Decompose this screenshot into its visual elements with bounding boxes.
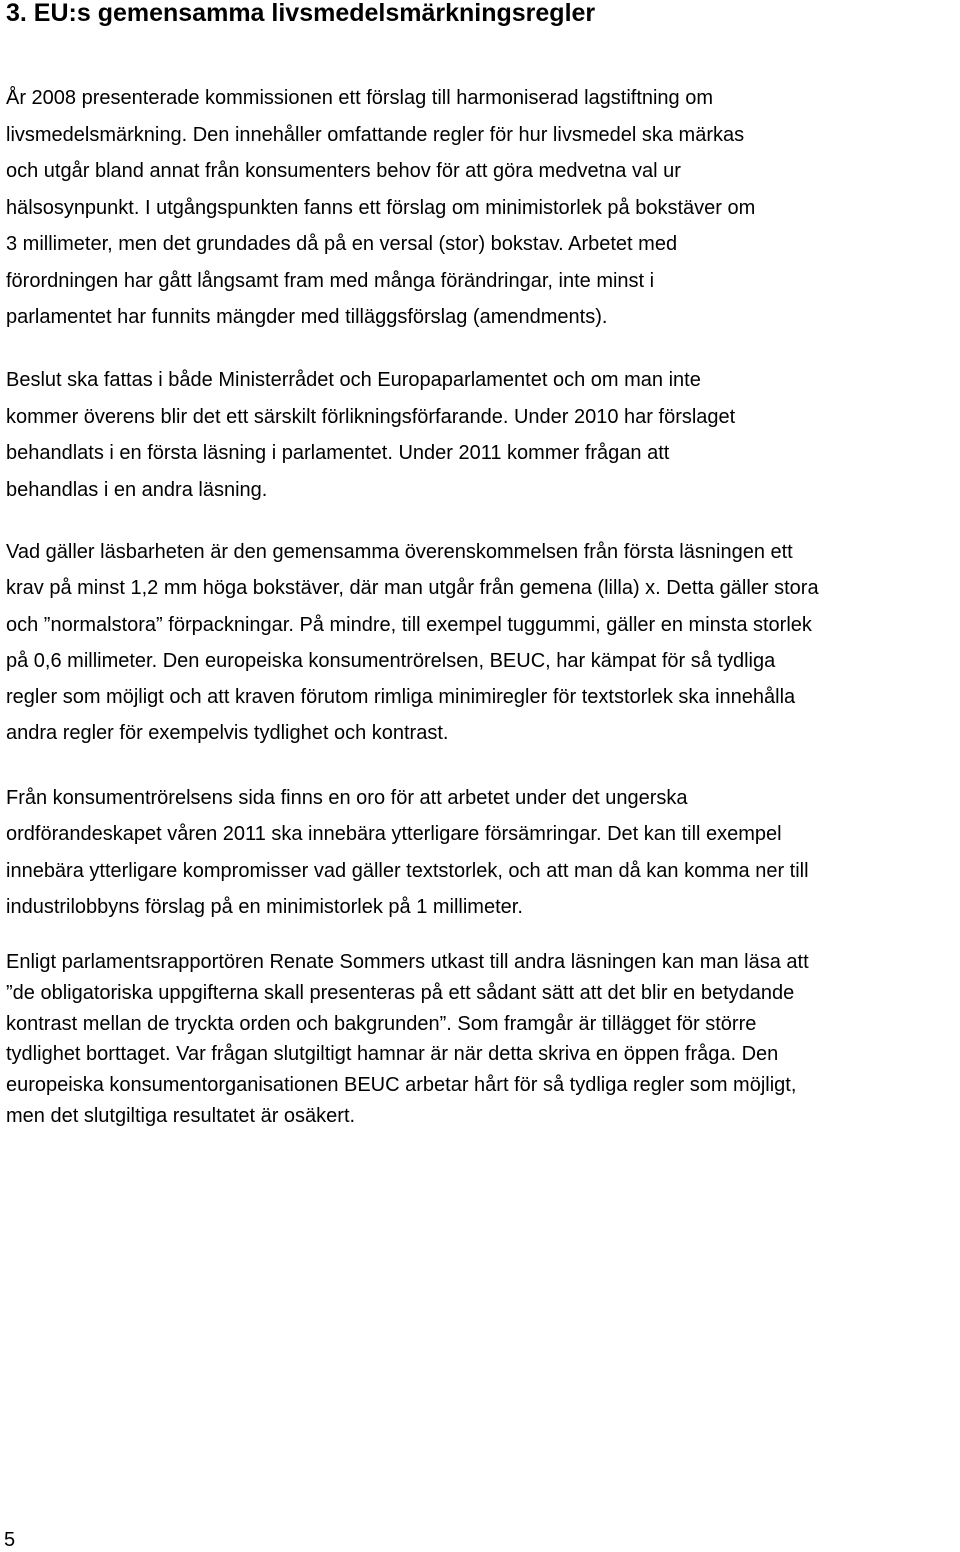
text-line: andra regler för exempelvis tydlighet och kontrast. <box>6 722 449 745</box>
text-line: behandlats i en första läsning i parlamentet. Under 2011 kommer frågan att <box>6 442 670 464</box>
text-line: behandlas i en andra läsning. <box>6 478 268 501</box>
text-line: kontrast mellan de tryckta orden och bakgrunden”. Som framgår är tillägget för större <box>6 1012 757 1035</box>
text-line: 3 millimeter, men det grundades då på en versal (stor) bokstav. Arbetet med <box>6 233 678 255</box>
text-line: och ”normalstora” förpackningar. På mindre, till exempel tuggummi, gäller en minsta storlek <box>6 613 812 636</box>
text-line: och utgår bland annat från konsumenters behov för att göra medvetna val ur <box>6 160 681 182</box>
text-line: År 2008 presenterade kommissionen ett förslag till harmoniserad lagstiftning om <box>6 87 714 109</box>
text-line: ordförandeskapet våren 2011 ska innebära ytterligare försämringar. Det kan till exempel <box>6 823 782 846</box>
page-number: 5 <box>4 1529 16 1551</box>
text-line: krav på minst 1,2 mm höga bokstäver, där man utgår från gemena (lilla) x. Detta gäller stora <box>6 577 819 600</box>
text-line: kommer överens blir det ett särskilt förlikningsförfarande. Under 2010 har förslaget <box>6 405 736 428</box>
text-line: Vad gäller läsbarheten är den gemensamma överenskommelsen från första läsningen ett <box>6 541 793 563</box>
text-line: Från konsumentrörelsens sida finns en oro för att arbetet under det ungerska <box>6 787 688 809</box>
paragraph-3 <box>6 534 960 752</box>
text-line: ”de obligatoriska uppgifterna skall presenteras på ett sådant sätt att det blir en betydande <box>6 981 795 1004</box>
paragraph-2 <box>6 362 960 508</box>
paragraph-5 <box>6 947 960 1132</box>
text-line: europeiska konsumentorganisationen BEUC arbetar hårt för så tydliga regler som möjligt, <box>6 1074 797 1097</box>
section-heading: 3. EU:s gemensamma livsmedelsmärkningsregler <box>6 0 596 27</box>
text-line: hälsosynpunkt. I utgångspunkten fanns ett förslag om minimistorlek på bokstäver om <box>6 196 756 219</box>
text-line: regler som möjligt och att kraven förutom rimliga minimiregler för textstorlek ska innehålla <box>6 686 796 709</box>
text-line: men det slutgiltiga resultatet är osäkert. <box>6 1104 356 1127</box>
text-line: tydlighet borttaget. Var frågan slutgiltigt hamnar är när detta skriva en öppen fråga. Den <box>6 1043 779 1066</box>
text-line: industrilobbyns förslag på en minimistorlek på 1 millimeter. <box>6 895 523 918</box>
text-line: Enligt parlamentsrapportören Renate Sommers utkast till andra läsningen kan man läsa att <box>6 951 809 973</box>
text-line: Beslut ska fattas i både Ministerrådet och Europaparlamentet och om man inte <box>6 369 701 391</box>
paragraph-4 <box>6 780 960 925</box>
text-line: innebära ytterligare kompromisser vad gäller textstorlek, och att man då kan komma ner till <box>6 859 809 882</box>
text-line: livsmedelsmärkning. Den innehåller omfattande regler för hur livsmedel ska märkas <box>6 123 745 146</box>
text-line: på 0,6 millimeter. Den europeiska konsumentrörelsen, BEUC, har kämpat för så tydliga <box>6 649 776 672</box>
text-line: parlamentet har funnits mängder med tilläggsförslag (amendments). <box>6 306 608 328</box>
text-line: förordningen har gått långsamt fram med många förändringar, inte minst i <box>6 269 655 292</box>
paragraph-1 <box>6 80 960 336</box>
